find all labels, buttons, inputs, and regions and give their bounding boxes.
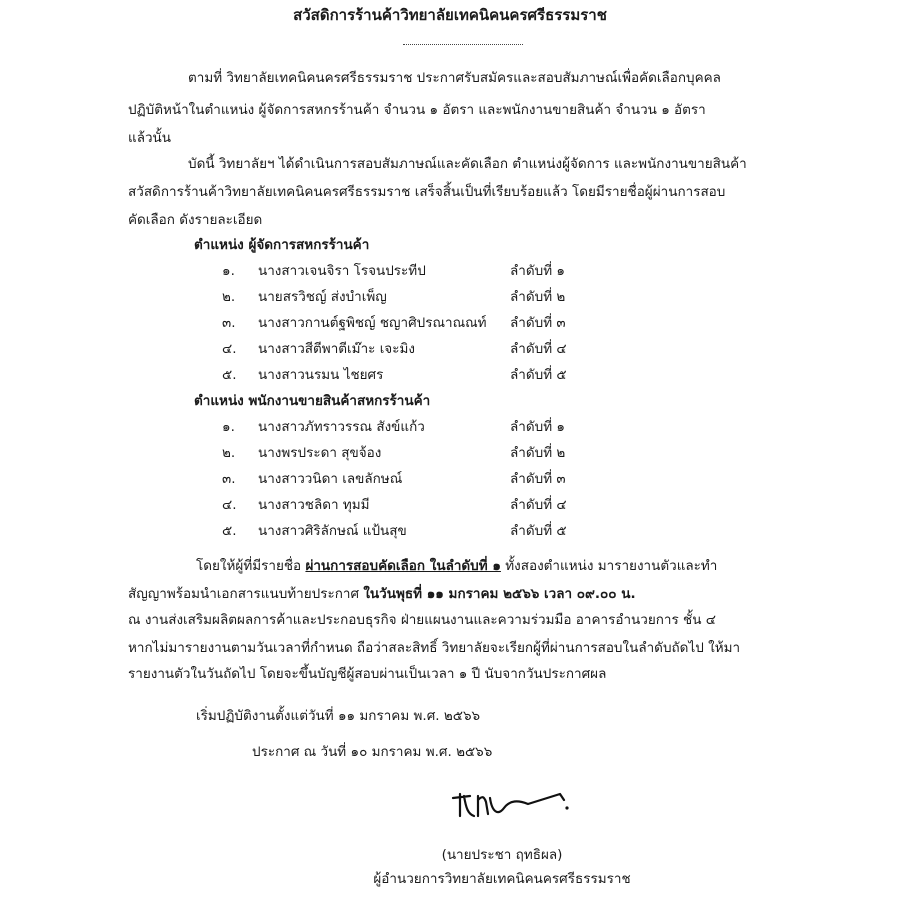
item-name: นางสาวศิริลักษณ์ แป้นสุข: [258, 523, 407, 539]
item-rank: ลำดับที่ ๒: [510, 445, 566, 461]
result-line-1: บัดนี้ วิทยาลัยฯ ได้ดำเนินการสอบสัมภาษณ์และคัดเลือก ตำแหน่งผู้จัดการ และพนักงานขายสินค้า: [188, 156, 747, 172]
item-number: ๒.: [222, 445, 236, 461]
item-rank: ลำดับที่ ๕: [510, 523, 567, 539]
item-number: ๔.: [222, 341, 237, 357]
signer-name: (นายประชา ฤทธิผล): [441, 847, 563, 863]
instruction-line-3: ณ งานส่งเสริมผลิตผลการค้าและประกอบธุรกิจ ฝ่ายแผนงานและความร่วมมือ อาคารอำนวยการ ชั้น ๔: [128, 612, 716, 628]
item-number: ๓.: [222, 471, 236, 487]
item-name: นางสาววนิดา เลขลักษณ์: [258, 471, 403, 487]
item-name: นายสรวิชญ์ ส่งบำเพ็ญ: [258, 289, 387, 305]
instruction-text: ทั้งสองตำแหน่ง มารายงานตัวและทำ: [500, 558, 718, 574]
item-name: นางสาวชลิดา ทุมมี: [258, 497, 370, 513]
item-number: ๕.: [222, 523, 237, 539]
item-name: นางสาวภัทราวรรณ สังข์แก้ว: [258, 419, 425, 435]
item-number: ๑.: [222, 419, 235, 435]
instruction-line-4: หากไม่มารายงานตามวันเวลาที่กำหนด ถือว่าสละสิทธิ์ วิทยาลัยจะเรียกผู้ที่ผ่านการสอบในลำดับถัดไป ให้มา: [128, 640, 741, 656]
emphasis-passed-rank-1: ผ่านการสอบคัดเลือก ในลำดับที่ ๑: [305, 558, 501, 574]
instruction-text: โดยให้ผู้ที่มีรายชื่อ: [196, 558, 306, 574]
item-rank: ลำดับที่ ๔: [510, 341, 567, 357]
item-number: ๓.: [222, 315, 236, 331]
item-rank: ลำดับที่ ๕: [510, 367, 567, 383]
signature-image: [448, 786, 578, 826]
announce-date: ประกาศ ณ วันที่ ๑๐ มกราคม พ.ศ. ๒๕๖๖: [252, 744, 493, 760]
intro-line-1: ตามที่ วิทยาลัยเทคนิคนครศรีธรรมราช ประกาศรับสมัครและสอบสัมภาษณ์เพื่อคัดเลือกบุคคล: [188, 70, 721, 86]
item-name: นางพรประดา สุขจ้อง: [258, 445, 382, 461]
item-name: นางสาวเจนจิรา โรจนประทีป: [258, 263, 426, 279]
title-divider: [403, 44, 523, 45]
signer-position: ผู้อำนวยการวิทยาลัยเทคนิคนครศรีธรรมราช: [373, 871, 631, 887]
document-title: สวัสดิการร้านค้าวิทยาลัยเทคนิคนครศรีธรรมราช: [293, 6, 607, 24]
intro-line-2: ปฏิบัติหน้าในตำแหน่ง ผู้จัดการสหกรร้านค้า จำนวน ๑ อัตรา และพนักงานขายสินค้า จำนวน ๑ อัตรา: [128, 102, 706, 118]
item-rank: ลำดับที่ ๓: [510, 315, 566, 331]
sales-section-heading: ตำแหน่ง พนักงานขายสินค้าสหกรร้านค้า: [194, 393, 431, 409]
result-line-3: คัดเลือก ดังรายละเอียด: [128, 212, 263, 228]
item-rank: ลำดับที่ ๒: [510, 289, 566, 305]
item-rank: ลำดับที่ ๑: [510, 419, 565, 435]
item-rank: ลำดับที่ ๔: [510, 497, 567, 513]
manager-section-heading: ตำแหน่ง ผู้จัดการสหกรร้านค้า: [194, 237, 370, 253]
item-name: นางสาวกานต์ฐพิชญ์ ชญาศิปรณาณณท์: [258, 315, 487, 331]
item-rank: ลำดับที่ ๑: [510, 263, 565, 279]
report-date-time: ในวันพุธที่ ๑๑ มกราคม ๒๕๖๖ เวลา ๐๙.๐๐ น.: [363, 586, 636, 602]
instruction-line-2: [128, 580, 636, 608]
intro-line-3: แล้วนั้น: [128, 130, 172, 146]
item-name: นางสาวสีตีพาตีเม๊าะ เจะมิง: [258, 341, 415, 357]
result-line-2: สวัสดิการร้านค้าวิทยาลัยเทคนิคนครศรีธรรมราช เสร็จสิ้นเป็นที่เรียบร้อยแล้ว โดยมีรายชื่อผู้ผ่านการสอบ: [128, 184, 726, 200]
instruction-line-1: [196, 552, 717, 580]
item-number: ๔.: [222, 497, 237, 513]
start-date: เริ่มปฏิบัติงานตั้งแต่วันที่ ๑๑ มกราคม พ.ศ. ๒๕๖๖: [196, 708, 481, 724]
instruction-line-5: รายงานตัวในวันถัดไป โดยจะขึ้นบัญชีผู้สอบผ่านเป็นเวลา ๑ ปี นับจากวันประกาศผล: [128, 666, 607, 682]
item-name: นางสาวนรมน ไชยศร: [258, 367, 384, 383]
item-number: ๑.: [222, 263, 235, 279]
instruction-text: สัญญาพร้อมนำเอกสารแนบท้ายประกาศ: [128, 586, 364, 602]
item-rank: ลำดับที่ ๓: [510, 471, 566, 487]
item-number: ๕.: [222, 367, 237, 383]
item-number: ๒.: [222, 289, 236, 305]
